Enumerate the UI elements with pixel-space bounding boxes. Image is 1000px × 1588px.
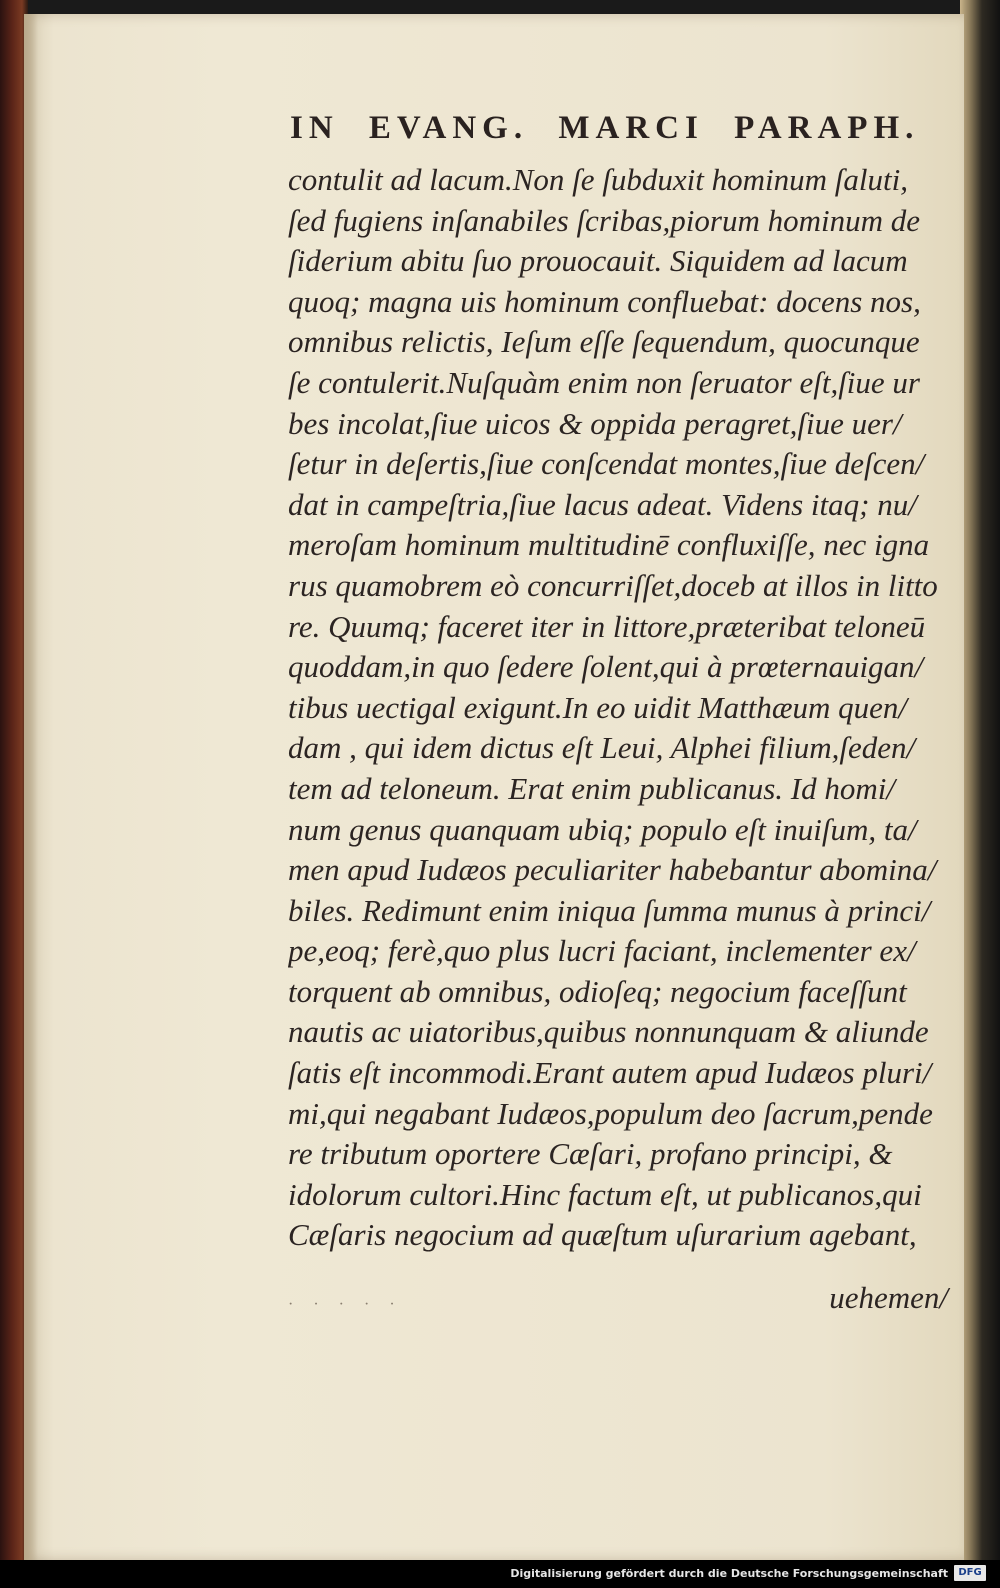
text-line: Cæſaris negocium ad quæſtum uſurarium agebant, [288, 1217, 917, 1253]
text-line: nautis ac uiatoribus,quibus nonnunquam & aliunde [288, 1014, 929, 1050]
book-edge-right [960, 0, 1000, 1560]
text-line: tem ad teloneum. Erat enim publicanus. Id homi/ [288, 770, 895, 806]
text-line: quoq; magna uis hominum confluebat: docens nos, [288, 283, 921, 319]
text-line: contulit ad lacum.Non ſe ſubduxit hominum ſaluti, [288, 162, 908, 197]
text-line: tibus uectigal exigunt.In eo uidit Matthæum quen/ [288, 689, 908, 725]
text-line: men apud Iudæos peculiariter habebantur abomina/ [288, 852, 937, 888]
catchword: uehemen/ [829, 1280, 948, 1315]
text-line: rus quamobrem eò concurriſſet,doceb at illos in litto [288, 567, 938, 603]
funding-credit: Digitalisierung gefördert durch die Deutsche Forschungsgemeinschaft [510, 1567, 948, 1580]
text-line: re tributum oportere Cæſari, profano principi, & [288, 1136, 893, 1172]
text-line: ſiderium abitu ſuo prouocauit. Siquidem ad lacum [288, 243, 908, 279]
running-head: IN EVANG. MARCI PARAPH. [290, 110, 920, 146]
text-block [288, 160, 956, 1256]
text-line: idolorum cultori.Hinc factum eſt, ut publicanos,qui [288, 1176, 922, 1212]
ink-specks: · · · · · [288, 1296, 403, 1313]
text-line: biles. Redimunt enim iniqua ſumma munus à princi/ [288, 892, 931, 928]
text-line: quoddam,in quo ſedere ſolent,qui à prœternauigan/ [288, 649, 924, 685]
text-line: ſetur in deſertis,ſiue conſcendat montes,ſiue deſcen/ [288, 446, 925, 482]
text-line: bes incolat,ſiue uicos & oppida peragret,ſiue uer/ [288, 405, 902, 441]
text-line: pe,eoq; ferè,quo plus lucri faciant, inclementer ex/ [288, 933, 916, 969]
text-line: num genus quanquam ubiq; populo eſt inuiſum, ta/ [288, 811, 917, 847]
text-line: torquent ab omnibus, odioſeq; negocium faceſſunt [288, 973, 907, 1009]
text-line: dat in campeſtria,ſiue lacus adeat. Videns itaq; nu/ [288, 486, 917, 522]
dfg-logo: DFG [954, 1565, 986, 1581]
text-line: ſed fugiens inſanabiles ſcribas,piorum hominum de [288, 202, 921, 238]
text-line: mi,qui negabant Iudæos,populum deo ſacrum,pende [288, 1095, 933, 1131]
text-line: ſe contulerit.Nuſquàm enim non ſeruator eſt,ſiue ur [288, 364, 920, 400]
text-line: dam , qui idem dictus eſt Leui, Alphei filium,ſeden/ [288, 730, 916, 766]
digitization-footer [0, 1560, 1000, 1588]
catchword-row [288, 1280, 956, 1320]
text-line: re. Quumq; faceret iter in littore,præteribat teloneū [288, 608, 926, 644]
text-line: meroſam hominum multitudinē confluxiſſe, nec igna [288, 527, 930, 563]
text-line: ſatis eſt incommodi.Erant autem apud Iudæos pluri/ [288, 1055, 932, 1091]
text-line: omnibus relictis, Ieſum eſſe ſequendum, quocunque [288, 324, 920, 360]
